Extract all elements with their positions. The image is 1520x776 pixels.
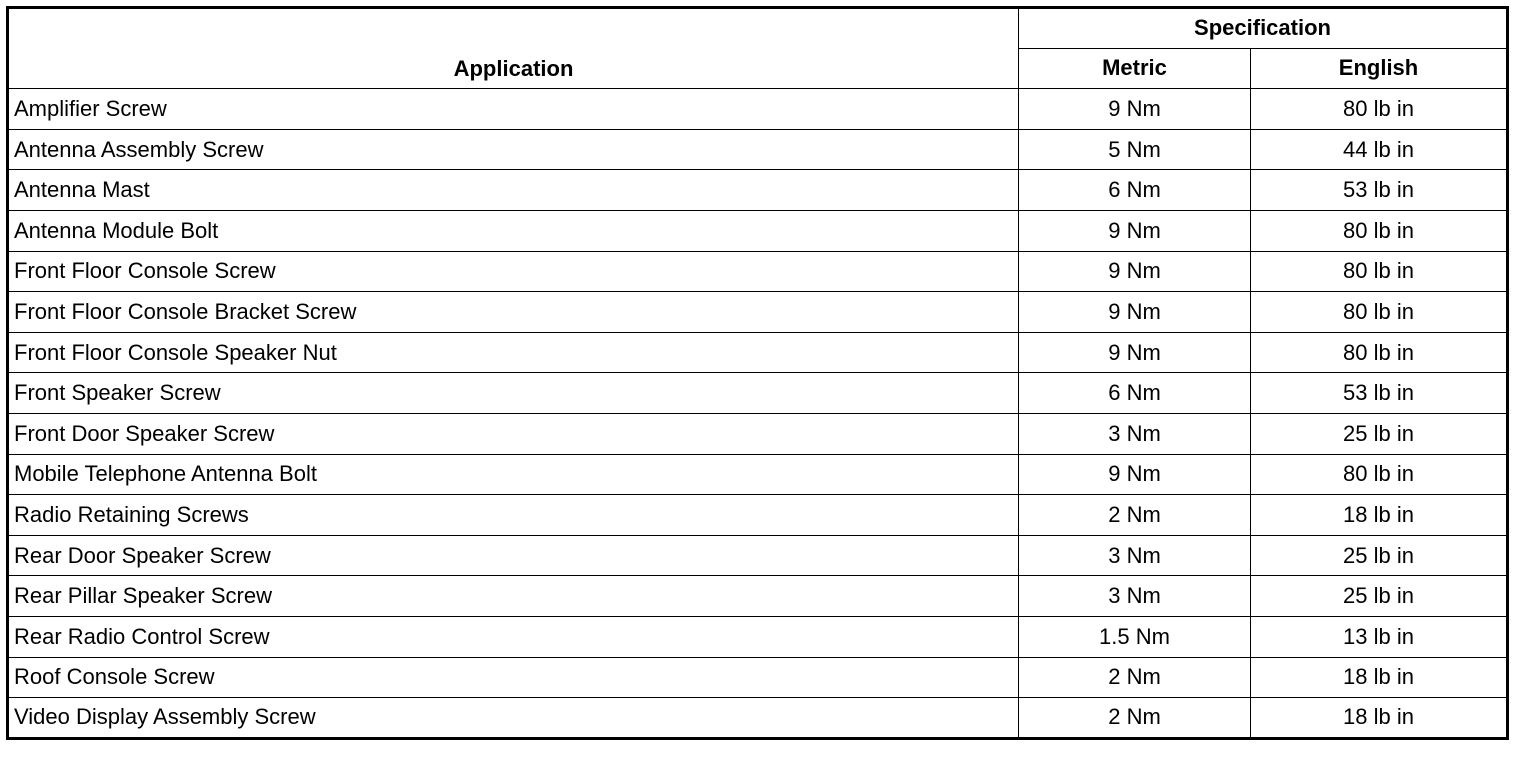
metric-value-cell: 9 Nm [1019, 292, 1251, 333]
english-value-cell: 80 lb in [1251, 292, 1508, 333]
english-value-cell: 13 lb in [1251, 616, 1508, 657]
table-row [8, 413, 1508, 454]
english-value-cell: 25 lb in [1251, 576, 1508, 617]
english-value-cell: 18 lb in [1251, 698, 1508, 739]
application-cell: Front Speaker Screw [8, 373, 1019, 414]
metric-value-cell: 2 Nm [1019, 698, 1251, 739]
application-cell: Video Display Assembly Screw [8, 698, 1019, 739]
header-row-top [8, 8, 1508, 49]
metric-value-cell: 3 Nm [1019, 535, 1251, 576]
english-value-cell: 53 lb in [1251, 373, 1508, 414]
metric-value-cell: 1.5 Nm [1019, 616, 1251, 657]
english-value-cell: 25 lb in [1251, 535, 1508, 576]
metric-value-cell: 2 Nm [1019, 657, 1251, 698]
application-cell: Amplifier Screw [8, 89, 1019, 130]
table-row [8, 698, 1508, 739]
application-cell: Antenna Mast [8, 170, 1019, 211]
table-row [8, 495, 1508, 536]
english-value-cell: 80 lb in [1251, 251, 1508, 292]
table-row [8, 170, 1508, 211]
application-column-header: Application [8, 8, 1019, 89]
metric-value-cell: 3 Nm [1019, 413, 1251, 454]
metric-value-cell: 9 Nm [1019, 210, 1251, 251]
table-header [8, 8, 1508, 89]
table-row [8, 657, 1508, 698]
application-cell: Roof Console Screw [8, 657, 1019, 698]
table-row [8, 616, 1508, 657]
specification-group-header: Specification [1019, 8, 1508, 49]
fastener-specification-table [6, 6, 1509, 740]
metric-value-cell: 9 Nm [1019, 332, 1251, 373]
metric-value-cell: 5 Nm [1019, 129, 1251, 170]
english-value-cell: 18 lb in [1251, 657, 1508, 698]
application-cell: Radio Retaining Screws [8, 495, 1019, 536]
application-cell: Front Floor Console Speaker Nut [8, 332, 1019, 373]
english-value-cell: 80 lb in [1251, 210, 1508, 251]
table-row [8, 332, 1508, 373]
application-cell: Rear Radio Control Screw [8, 616, 1019, 657]
metric-value-cell: 3 Nm [1019, 576, 1251, 617]
english-value-cell: 18 lb in [1251, 495, 1508, 536]
application-cell: Antenna Assembly Screw [8, 129, 1019, 170]
english-value-cell: 25 lb in [1251, 413, 1508, 454]
table-row [8, 535, 1508, 576]
table-row [8, 251, 1508, 292]
application-cell: Rear Pillar Speaker Screw [8, 576, 1019, 617]
metric-value-cell: 9 Nm [1019, 89, 1251, 130]
table-row [8, 129, 1508, 170]
english-column-header: English [1251, 48, 1508, 89]
application-cell: Front Floor Console Screw [8, 251, 1019, 292]
metric-value-cell: 6 Nm [1019, 170, 1251, 211]
metric-value-cell: 9 Nm [1019, 251, 1251, 292]
english-value-cell: 80 lb in [1251, 332, 1508, 373]
table-row [8, 292, 1508, 333]
english-value-cell: 80 lb in [1251, 454, 1508, 495]
table-body [8, 89, 1508, 739]
application-cell: Front Door Speaker Screw [8, 413, 1019, 454]
application-cell: Antenna Module Bolt [8, 210, 1019, 251]
table-row [8, 373, 1508, 414]
metric-value-cell: 2 Nm [1019, 495, 1251, 536]
english-value-cell: 80 lb in [1251, 89, 1508, 130]
metric-value-cell: 6 Nm [1019, 373, 1251, 414]
metric-value-cell: 9 Nm [1019, 454, 1251, 495]
table-row [8, 454, 1508, 495]
table-row [8, 89, 1508, 130]
application-cell: Mobile Telephone Antenna Bolt [8, 454, 1019, 495]
application-cell: Front Floor Console Bracket Screw [8, 292, 1019, 333]
english-value-cell: 44 lb in [1251, 129, 1508, 170]
table-row [8, 210, 1508, 251]
english-value-cell: 53 lb in [1251, 170, 1508, 211]
application-cell: Rear Door Speaker Screw [8, 535, 1019, 576]
metric-column-header: Metric [1019, 48, 1251, 89]
table-row [8, 576, 1508, 617]
